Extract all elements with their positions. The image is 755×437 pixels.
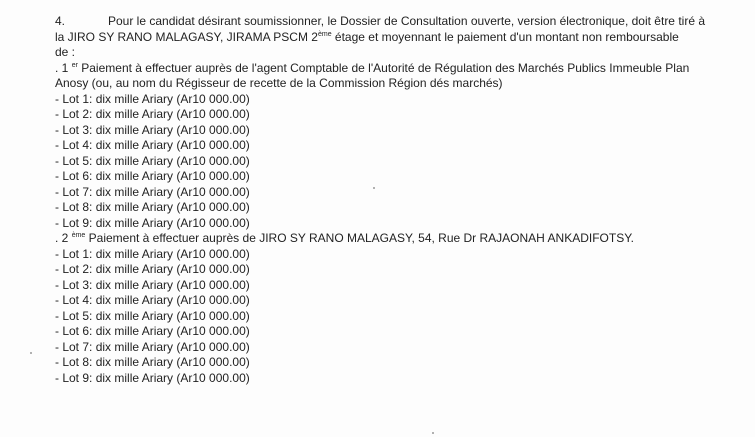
payment-2-lot-item: - Lot 2: dix mille Ariary (Ar10 000.00) [55,262,250,276]
intro-text-1: Pour le candidat désirant soumissionner, le Dossier de Consultation ouverte, version électronique, doit être tiré à [108,14,705,28]
payment-1-superscript: er [71,61,78,69]
payment-1-lot-item: - Lot 5: dix mille Ariary (Ar10 000.00) [55,153,250,168]
intro-line-3: de : [55,45,76,59]
payment-1-lot-item: - Lot 3: dix mille Ariary (Ar10 000.00) [55,122,250,137]
payment-2-lot-item: - Lot 9: dix mille Ariary (Ar10 000.00) [55,370,250,385]
payment-1-lot-item: - Lot 8: dix mille Ariary (Ar10 000.00) [55,200,250,214]
payment-2-superscript: ème [71,232,86,239]
payment-1-text-1: Paiement à effectuer auprès de l'agent Comptable de l'Autorité de Régulation des Marchés Publics Immeuble Plan [77,60,690,75]
payment-2-lot-list [55,247,735,387]
payment-1-lot-item: - Lot 7: dix mille Ariary (Ar10 000.00) [55,184,250,199]
payment-2-text-1: Paiement à effectuer auprès de JIRO SY RANO MALAGASY, 54, Rue Dr RAJAONAH ANKADIFOTSY. [85,231,634,245]
payment-1-heading [55,61,735,77]
payment-1-lot-item: - Lot 2: dix mille Ariary (Ar10 000.00) [55,107,250,121]
intro-text-2-post: étage et moyennant le paiement d'un montant non remboursable [331,29,679,44]
payment-2-lot-item: - Lot 7: dix mille Ariary (Ar10 000.00) [55,339,250,354]
intro-line-1 [55,14,735,30]
section-number: 4. [55,14,66,28]
scan-speck [30,352,32,354]
payment-1-lot-item: - Lot 9: dix mille Ariary (Ar10 000.00) [55,215,250,230]
payment-2-lot-item: - Lot 8: dix mille Ariary (Ar10 000.00) [55,355,250,369]
payment-1-lot-item: - Lot 1: dix mille Ariary (Ar10 000.00) [55,91,250,106]
payment-2-lot-item: - Lot 1: dix mille Ariary (Ar10 000.00) [55,246,250,261]
intro-line-2 [55,30,735,46]
payment-2-lot-item: - Lot 4: dix mille Ariary (Ar10 000.00) [55,293,250,307]
payment-1-prefix: . 1 [55,60,69,75]
payment-1-lot-list [55,92,735,232]
scan-speck [373,187,375,189]
payment-2-lot-item: - Lot 3: dix mille Ariary (Ar10 000.00) [55,277,250,292]
scan-speck [432,432,434,434]
intro-floor-superscript: ème [317,30,332,38]
payment-1-lot-item: - Lot 6: dix mille Ariary (Ar10 000.00) [55,169,250,183]
section-4-paragraph [55,14,735,386]
payment-2-heading [55,231,735,247]
intro-text-2-pre: la JIRO SY RANO MALAGASY, JIRAMA PSCM 2 [55,29,318,44]
payment-1-text-2: Anosy (ou, au nom du Régisseur de recette de la Commission Région dés marchés) [55,76,503,90]
payment-2-lot-item: - Lot 5: dix mille Ariary (Ar10 000.00) [55,308,250,323]
payment-2-prefix: . 2 [55,231,69,245]
payment-1-lot-item: - Lot 4: dix mille Ariary (Ar10 000.00) [55,138,250,152]
payment-2-lot-item: - Lot 6: dix mille Ariary (Ar10 000.00) [55,324,250,338]
